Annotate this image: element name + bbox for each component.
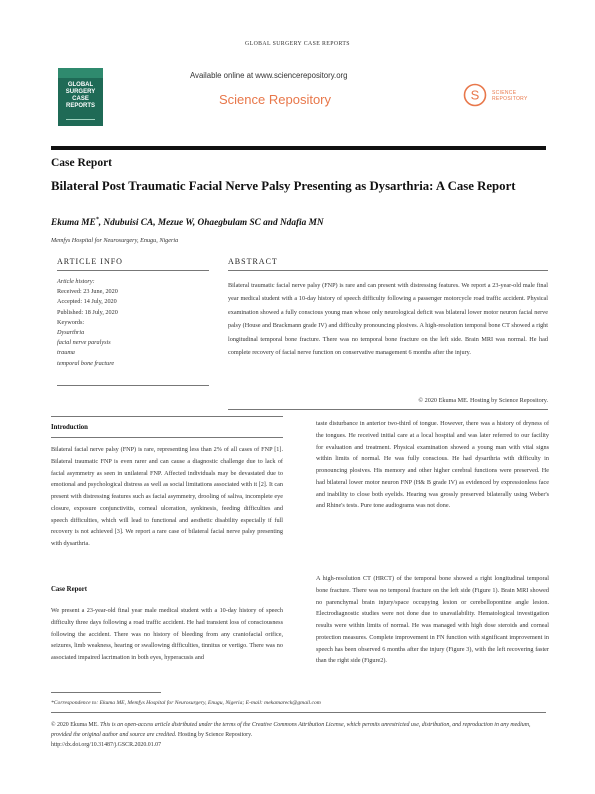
keyword: facial nerve paralysis xyxy=(57,339,111,347)
footnote-rule xyxy=(51,692,161,693)
license-text: This is an open-access article distributed under the terms of the Creative Commons Attribution License, which permits unrestricted use, distribution, and reproduction in any medium, provided the original author and source are credited. xyxy=(51,722,531,739)
article-info-heading: ARTICLE INFO xyxy=(57,257,123,266)
introduction-text: Bilateral facial nerve palsy (FNP) is rare, representing less than 2% of all cases of FNP [1]. Bilateral traumatic FNP is even rarer and can cause a diagnostic challenge due to lack of facial asymmetry as seen in unilateral FNP. Affected individuals may be devastated due to emotional and psychological distress as well as social limitations associated with it [2]. It can present with distressing features such as facial asymmetry, drooling of saliva, incomplete eye closure, exposure conjunctivitis, corneal ulceration, synkinesis, feeding difficulties and speech difficulties, which will lead to functional and aesthetic disability especially if full recovery is not achieved [3]. We report a rare case of bilateral facial nerve palsy presenting with dysarthria. xyxy=(51,446,283,547)
cover-rule xyxy=(66,119,95,120)
correspondence-footnote: *Correspondence to: Ekuma ME, Memfys Hospital for Neurosurgery, Enugu, Nigeria; E-mail: mekamareck@gmail.com xyxy=(51,700,321,706)
introduction-heading: Introduction xyxy=(51,424,88,431)
keyword: Dysarthria xyxy=(57,329,85,337)
article-info-bottom-rule xyxy=(57,385,209,386)
published-date: Published: 18 July, 2020 xyxy=(57,308,118,316)
introduction-bottom-rule xyxy=(51,437,283,438)
history-label: Article history: xyxy=(57,278,95,285)
available-online-text: Available online at www.sciencerepository.org xyxy=(190,71,348,80)
article-info-box xyxy=(57,277,209,369)
license-lead: © 2020 Ekuma ME. xyxy=(51,722,99,728)
imaging-paragraph: A high-resolution CT (HRCT) of the temporal bone showed a right longitudinal temporal bone fracture. There was no temporal fracture on the left side (Figure 1). Brain MRI showed no parenchymal brain injury/space occupying lesion or cerebellopontine angle lesion. Electrodiagnostic studies were not done due to unavailability. Hematological investigation results were within limits of normal. He was managed with high dose steroids and corneal protection measures. Complete improvement in FN function with significant improvement in speech has been observed 6 months after the injury (Figure 3), with the left recovering faster than the right side (Figure2). xyxy=(316,575,549,665)
keywords-label: Keywords: xyxy=(57,318,85,326)
case-report-text: We present a 23-year-old final year male medical student with a 10-day history of speech difficulty three days following a road traffic accident. He had transient loss of consciousness following the accident. There was no history of bleeding from any craniofacial orifice, seizures, limb weakness, hearing or swallowing difficulties, tinnitus or vertigo. There was no associated impaired lacrimation in both eyes, hyperacusis and xyxy=(51,607,283,661)
running-head: GLOBAL SURGERY CASE REPORTS xyxy=(245,41,350,47)
license-rule xyxy=(51,712,546,713)
corresponding-marker: * xyxy=(95,217,99,223)
abstract-rule xyxy=(228,270,548,271)
cover-line: REPORTS xyxy=(65,103,95,109)
abstract-copyright: © 2020 Ekuma ME. Hosting by Science Repository. xyxy=(418,397,548,404)
received-date: Received: 23 June, 2020 xyxy=(57,288,118,296)
logo-wordmark xyxy=(492,90,528,102)
abstract-bottom-rule xyxy=(228,409,548,410)
publisher-name: Science Repository xyxy=(219,92,331,107)
keyword: trauma xyxy=(57,349,75,357)
article-title: Bilateral Post Traumatic Facial Nerve Palsy Presenting as Dysarthria: A Case Report xyxy=(51,179,516,193)
article-type-label: Case Report xyxy=(51,157,112,169)
case-continued-text: taste disturbance in anterior two-third of tongue. However, there was a history of dryness of the tongues. He received initial care at a local hospital and was later referred to our facility for evaluation and treatment. Physical examination showed a young man with vital signs within limits of normal. He was fully conscious. He had dysarthria with difficulty in pronouncing plosives. His memory and other higher cerebral functions were preserved. He had bilateral lower motor neuron FNP (H& B grade IV) as evidenced by expressionless face and inability to close both eyelids. Hearing was grossly preserved bilaterally using Weber's and Rhine's tests. Pure tone audiograms was not done. xyxy=(316,420,549,510)
logo-line-1: SCIENCE xyxy=(492,90,517,96)
cover-line: CASE xyxy=(72,96,89,102)
abstract-text: Bilateral traumatic facial nerve palsy (FNP) is rare and can present with distressing features. We report a 23-year-old male final year medical student with a 10-day history of speech difficulty following a passenger motorcycle road traffic accident. Physical examination showed a fully conscious young man whose only neurological deficit was bilateral lower motor neuron facial nerve palsy (House and Brackmann grade IV) and difficulty pronouncing plosives. A high-resolution temporal bone CT showed a right longitudinal temporal bone fracture. There was no temporal bone fracture on the left side. Brain MRI was normal. He had complete recovery of facial nerve function on conservative management 6 months after the injury. xyxy=(228,282,548,357)
article-info-rule xyxy=(57,270,209,271)
license-tail: Hosting by Science Repository. xyxy=(177,732,253,739)
keyword: temporal bone fracture xyxy=(57,359,115,367)
doi-link[interactable]: http://dx.doi.org/10.31487/j.GSCR.2020.01.07 xyxy=(51,742,162,749)
license-block xyxy=(51,720,546,751)
other-authors: , Ndubuisi CA, Mezue W, Ohaegbulam SC and Ndafia MN xyxy=(98,218,324,229)
case-report-heading: Case Report xyxy=(51,586,88,593)
cover-band xyxy=(58,68,103,78)
header-rule xyxy=(51,146,546,150)
cover-line: GLOBAL xyxy=(67,82,94,88)
journal-cover-image xyxy=(58,68,103,126)
first-author: Ekuma ME xyxy=(51,218,96,229)
author-list xyxy=(51,217,324,228)
abstract-heading: ABSTRACT xyxy=(228,257,278,266)
introduction-top-rule xyxy=(51,416,283,417)
affiliation: Memfys Hospital for Neurosurgery, Enugu, Nigeria xyxy=(51,237,179,244)
accepted-date: Accepted: 14 July, 2020 xyxy=(57,298,117,306)
logo-line-2: REPOSITORY xyxy=(492,96,528,102)
science-repository-logo-icon xyxy=(463,83,487,107)
cover-line: SURGERY xyxy=(65,89,96,95)
logo-glyph: S xyxy=(470,87,480,103)
